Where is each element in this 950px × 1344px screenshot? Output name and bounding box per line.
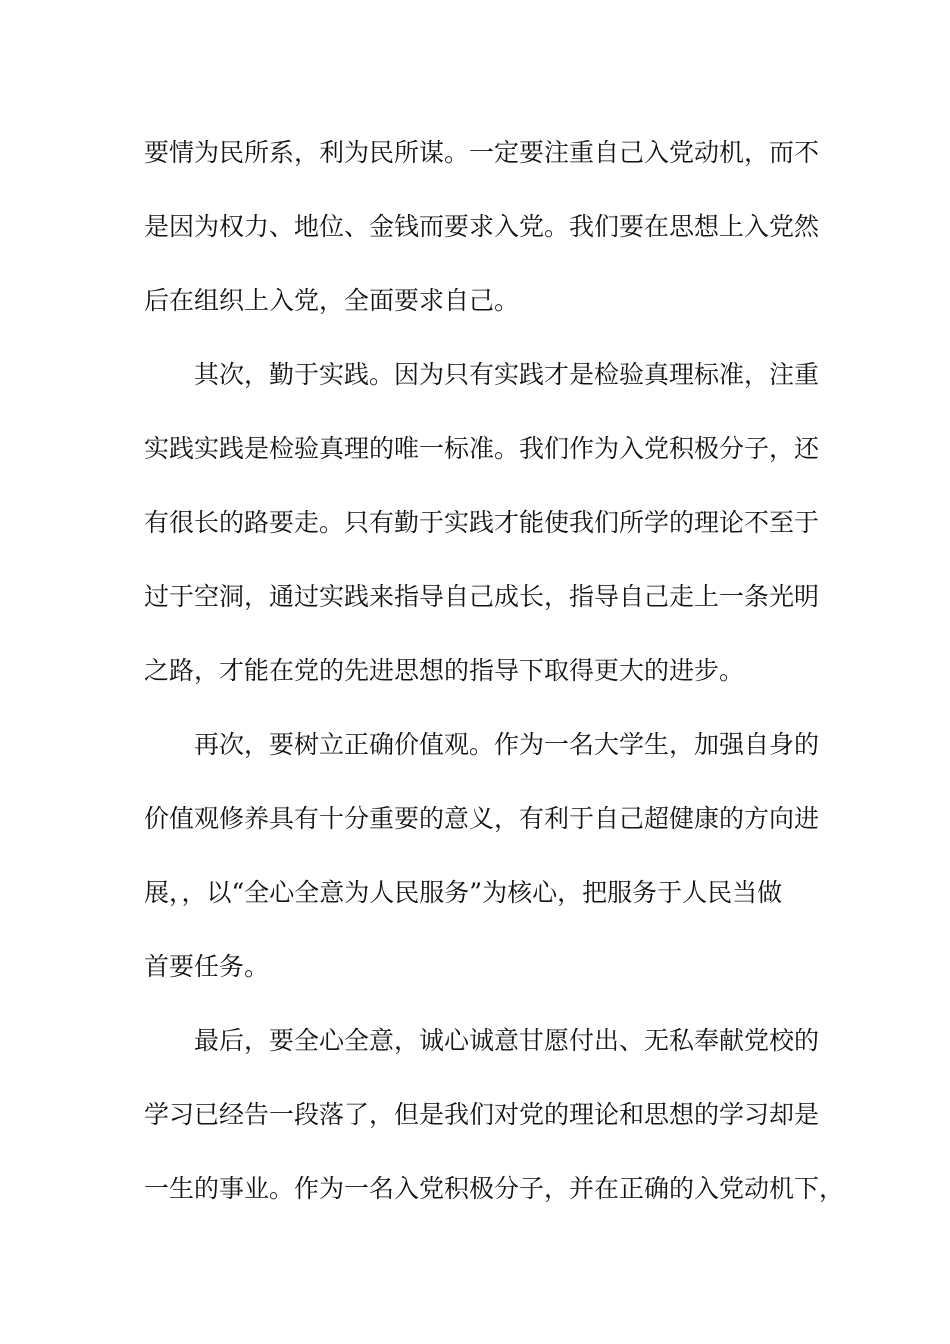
- paragraph-start-line: 最后，要全心全意，诚心诚意甘愿付出、无私奉献党校的: [194, 1026, 820, 1055]
- text-line: 有很长的路要走。只有勤于实践才能使我们所学的理论不至于: [144, 508, 820, 537]
- text-line: 首要任务。: [144, 952, 270, 981]
- text-line: 过于空洞，通过实践来指导自己成长，指导自己走上一条光明: [144, 582, 820, 611]
- text-line: 之路，才能在党的先进思想的指导下取得更大的进步。: [144, 656, 745, 685]
- text-line: 一生的事业。作为一名入党积极分子，并在正确的入党动机下，: [144, 1174, 845, 1203]
- text-line: 实践实践是检验真理的唯一标准。我们作为入党积极分子，还: [144, 434, 820, 463]
- text-line: 后在组织上入党，全面要求自己。: [144, 286, 520, 315]
- text-line: 价值观修养具有十分重要的意义，有利于自己超健康的方向进: [144, 804, 820, 833]
- text-line: 要情为民所系，利为民所谋。一定要注重自己入党动机，而不: [144, 138, 820, 167]
- paragraph-start-line: 再次，要树立正确价值观。作为一名大学生，加强自身的: [194, 730, 820, 759]
- text-line: 展，，以“全心全意为人民服务”为核心，把服务于人民当做: [144, 878, 783, 907]
- text-line: 学习已经告一段落了，但是我们对党的理论和思想的学习却是: [144, 1100, 820, 1129]
- text-line: 是因为权力、地位、金钱而要求入党。我们要在思想上入党然: [144, 212, 820, 241]
- document-body: [144, 127, 845, 1237]
- paragraph-start-line: 其次，勤于实践。因为只有实践才是检验真理标准，注重: [194, 360, 820, 389]
